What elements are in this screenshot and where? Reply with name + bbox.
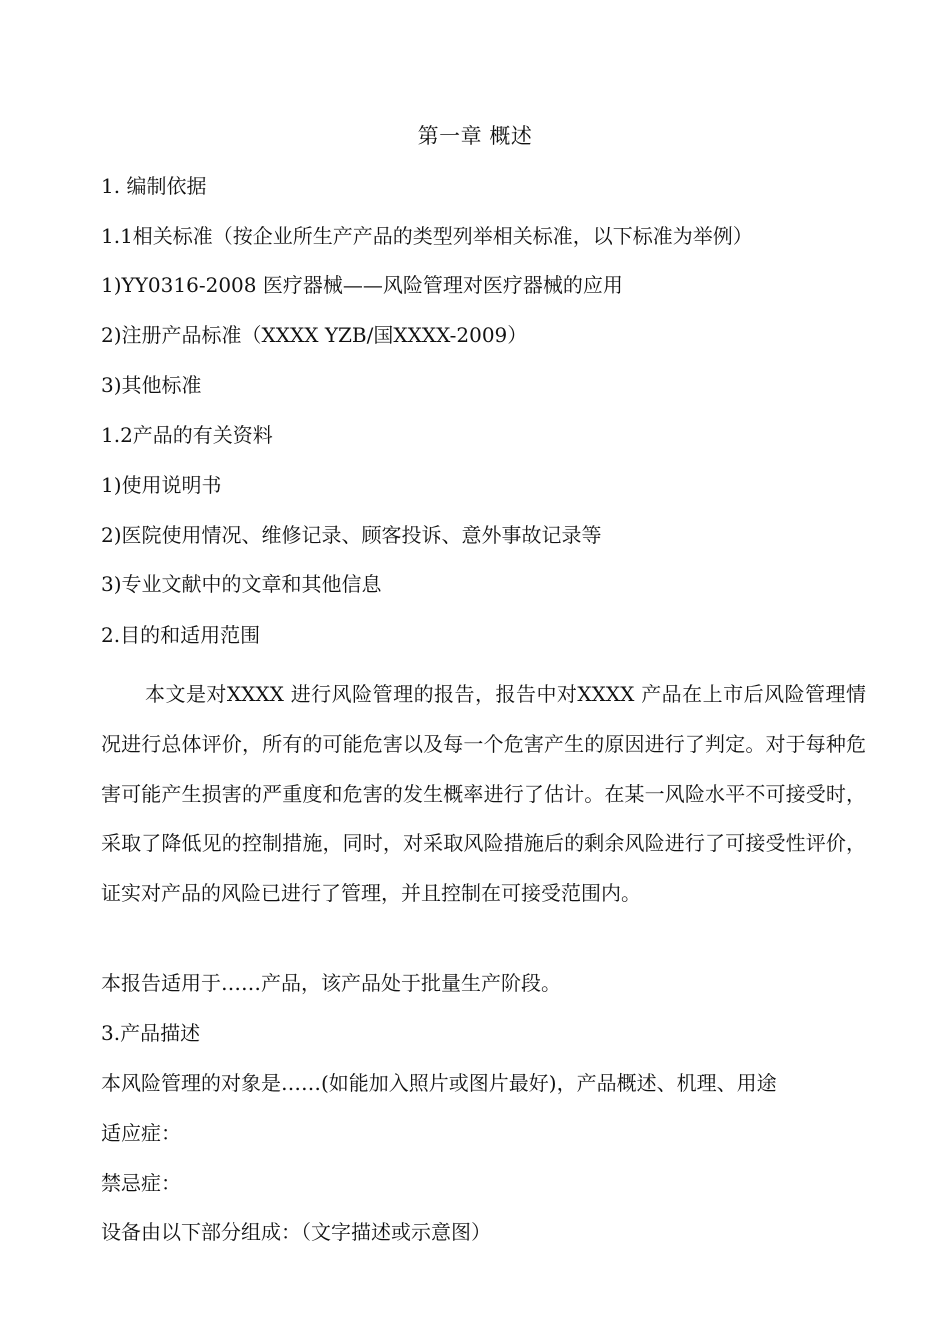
list-item-standard-2: 2)注册产品标准（XXXX YZB/国XXXX-2009）: [101, 323, 528, 347]
list-item-standard-1: 1)YY0316-2008 医疗器械——风险管理对医疗器械的应用: [101, 273, 623, 297]
subsection-product-materials: 1.2产品的有关资料: [101, 423, 273, 447]
product-object-line: 本风险管理的对象是……(如能加入照片或图片最好)，产品概述、机理、用途: [101, 1071, 777, 1095]
purpose-paragraph: 本文是对XXXX 进行风险管理的报告，报告中对XXXX 产品在上市后风险管理情况进行总体评价，所有的可能危害以及每一个危害产生的原因进行了判定。对于每种危害可能产生损害的严重度和危害的发生概率进行了估计。在某一风险水平不可接受时，采取了降低见的控制措施，同时，对采取风险措施后的剩余风险进行了可接受性评价，证实对产品的风险已进行了管理，并且控制在可接受范围内。: [101, 682, 866, 906]
indications-label: 适应症：: [101, 1121, 181, 1145]
components-line: 设备由以下部分组成：（文字描述或示意图）: [101, 1220, 491, 1244]
subsection-related-standards: 1.1相关标准（按企业所生产产品的类型列举相关标准，以下标准为举例）: [101, 224, 753, 248]
scope-statement: 本报告适用于……产品，该产品处于批量生产阶段。: [101, 971, 561, 995]
list-item-material-3: 3)专业文献中的文章和其他信息: [101, 572, 382, 596]
section-heading-product-description: 3.产品描述: [101, 1021, 201, 1045]
contraindications-label: 禁忌症：: [101, 1171, 181, 1195]
section-heading-purpose: 2.目的和适用范围: [101, 623, 261, 647]
list-item-material-1: 1)使用说明书: [101, 473, 222, 497]
section-heading-basis: 1. 编制依据: [101, 174, 207, 198]
list-item-standard-3: 3)其他标准: [101, 373, 202, 397]
list-item-material-2: 2)医院使用情况、维修记录、顾客投诉、意外事故记录等: [101, 523, 602, 547]
chapter-title: 第一章 概述: [417, 124, 533, 148]
